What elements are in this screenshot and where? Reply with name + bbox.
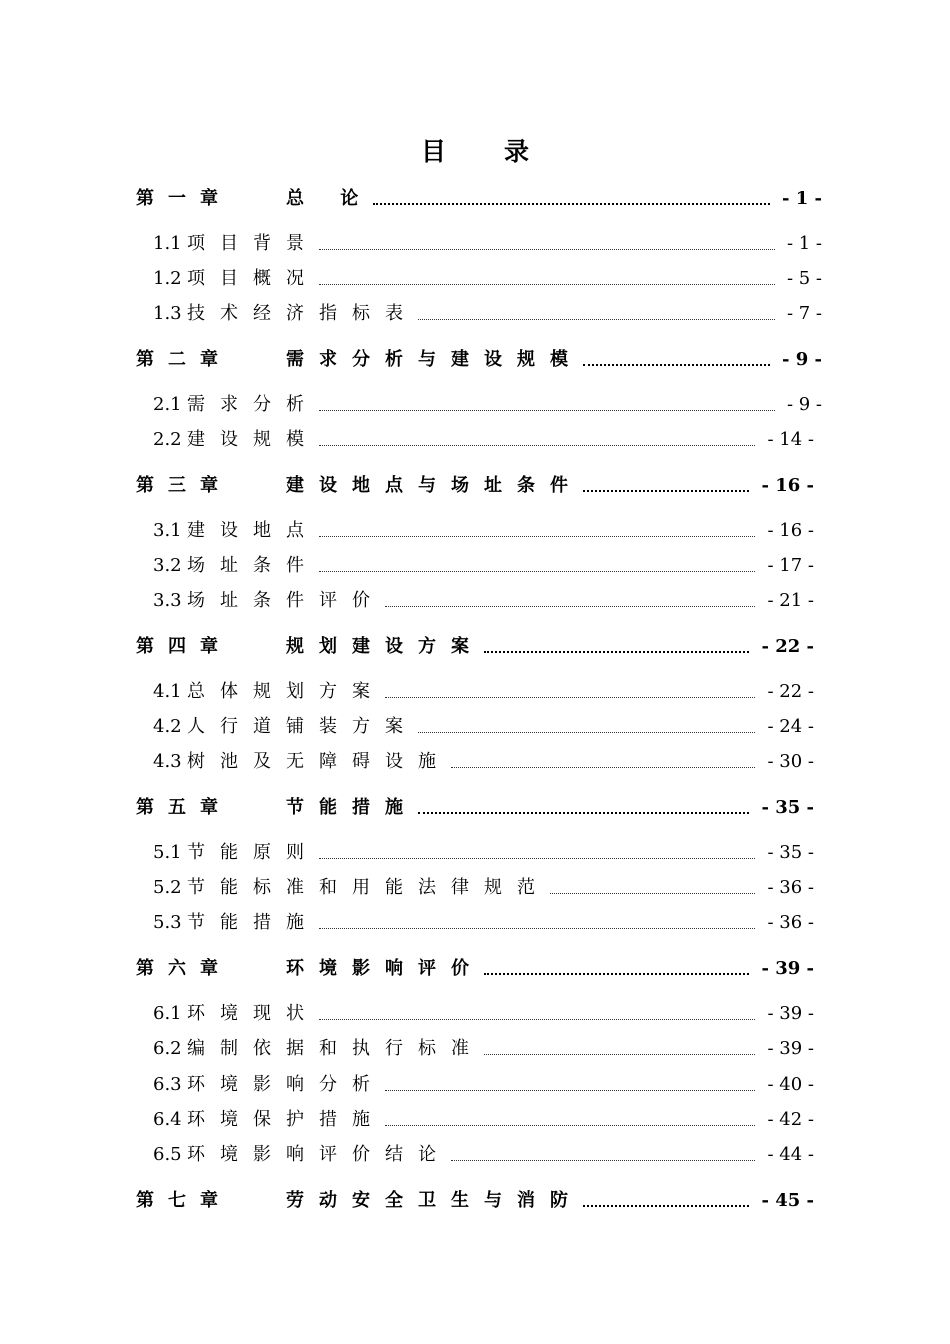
toc-entry-page-number: - 16 -	[761, 475, 814, 496]
toc-entry-page-number: - 16 -	[767, 520, 814, 541]
toc-section-entry[interactable]	[136, 840, 814, 866]
dot-leader	[319, 409, 775, 411]
toc-entry-label: 编制依据和执行标准	[187, 1038, 484, 1059]
toc-entry-number: 第二章	[136, 349, 232, 370]
toc-entry-number: 第六章	[136, 958, 232, 979]
dot-leader	[319, 248, 775, 250]
toc-entry-number: 6.2	[153, 1038, 182, 1059]
toc-entry-label: 环境影响评价结论	[187, 1144, 451, 1165]
toc-entry-number: 1.2	[153, 268, 182, 289]
toc-entry-label: 项目概况	[187, 268, 319, 289]
toc-entry-page-number: - 24 -	[767, 716, 814, 737]
dot-leader	[319, 283, 775, 285]
toc-section-entry[interactable]	[136, 1107, 814, 1133]
toc-entry-number: 第一章	[136, 188, 232, 209]
dot-leader	[451, 1159, 755, 1161]
dot-leader	[451, 766, 755, 768]
toc-chapter-entry[interactable]	[136, 347, 822, 373]
dot-leader	[319, 1018, 755, 1020]
toc-entry-label: 总体规划方案	[187, 681, 385, 702]
dot-leader	[385, 1089, 755, 1091]
toc-entry-number: 6.5	[153, 1144, 182, 1165]
dot-leader	[385, 605, 755, 607]
toc-entry-page-number: - 1 -	[786, 233, 822, 254]
dot-leader	[550, 892, 755, 894]
dot-leader	[385, 1124, 755, 1126]
toc-section-entry[interactable]	[136, 1001, 814, 1027]
dot-leader	[385, 696, 755, 698]
dot-leader	[418, 731, 755, 733]
toc-section-entry[interactable]	[136, 1142, 814, 1168]
toc-entry-page-number: - 39 -	[761, 958, 814, 979]
toc-entry-number: 第三章	[136, 475, 232, 496]
toc-entry-number: 2.2	[153, 429, 182, 450]
toc-entry-number: 2.1	[153, 394, 182, 415]
toc-entry-page-number: - 40 -	[767, 1074, 814, 1095]
toc-entry-label: 节能原则	[187, 842, 319, 863]
toc-entry-label: 树池及无障碍设施	[187, 751, 451, 772]
toc-entry-page-number: - 9 -	[786, 394, 822, 415]
toc-entry-number: 4.1	[153, 681, 182, 702]
toc-entry-label: 需求分析与建设规模	[286, 349, 583, 370]
toc-entry-label: 节能措施	[187, 912, 319, 933]
toc-entry-page-number: - 35 -	[761, 797, 814, 818]
toc-entry-label: 场址条件	[187, 555, 319, 576]
toc-entry-page-number: - 45 -	[761, 1190, 814, 1211]
toc-entry-number: 3.2	[153, 555, 182, 576]
toc-entry-number: 5.2	[153, 877, 182, 898]
toc-chapter-entry[interactable]	[136, 956, 814, 982]
toc-entry-number: 1.1	[153, 233, 182, 254]
toc-entry-label: 劳动安全卫生与消防	[286, 1190, 583, 1211]
toc-entry-label: 需求分析	[187, 394, 319, 415]
toc-entry-number: 第四章	[136, 636, 232, 657]
toc-entry-label: 人行道铺装方案	[187, 716, 418, 737]
toc-section-entry[interactable]	[136, 910, 814, 936]
dot-leader	[319, 857, 755, 859]
dot-leader	[583, 489, 749, 492]
toc-section-entry[interactable]	[136, 553, 814, 579]
dot-leader	[484, 650, 749, 653]
toc-entry-page-number: - 9 -	[782, 349, 822, 370]
dot-leader	[319, 535, 755, 537]
toc-entry-label: 节能措施	[286, 797, 418, 818]
toc-entry-label: 规划建设方案	[286, 636, 484, 657]
toc-entry-number: 4.2	[153, 716, 182, 737]
toc-entry-page-number: - 39 -	[767, 1038, 814, 1059]
toc-chapter-entry[interactable]	[136, 186, 822, 212]
toc-entry-page-number: - 44 -	[767, 1144, 814, 1165]
toc-entry-label: 技术经济指标表	[187, 303, 418, 324]
dot-leader	[583, 363, 770, 366]
toc-entry-number: 3.1	[153, 520, 182, 541]
toc-section-entry[interactable]	[136, 231, 822, 257]
toc-entry-label: 建设地点与场址条件	[286, 475, 583, 496]
toc-section-entry[interactable]	[136, 714, 814, 740]
toc-entry-label: 总 论	[286, 188, 374, 209]
toc-entry-page-number: - 30 -	[767, 751, 814, 772]
dot-leader	[319, 927, 755, 929]
toc-entry-number: 6.1	[153, 1003, 182, 1024]
toc-section-entry[interactable]	[136, 588, 814, 614]
toc-entry-number: 3.3	[153, 590, 182, 611]
toc-entry-number: 第七章	[136, 1190, 232, 1211]
toc-entry-page-number: - 22 -	[761, 636, 814, 657]
dot-leader	[373, 202, 770, 205]
toc-title: 目录	[420, 137, 587, 166]
toc-entry-label: 环境现状	[187, 1003, 319, 1024]
toc-entry-number: 5.3	[153, 912, 182, 933]
toc-entry-page-number: - 35 -	[767, 842, 814, 863]
toc-section-entry[interactable]	[136, 266, 822, 292]
toc-entry-label: 环境影响分析	[187, 1074, 385, 1095]
toc-section-entry[interactable]	[136, 392, 822, 418]
toc-entry-page-number: - 39 -	[767, 1003, 814, 1024]
toc-chapter-entry[interactable]	[136, 795, 814, 821]
dot-leader	[484, 972, 749, 975]
dot-leader	[418, 811, 749, 814]
toc-section-entry[interactable]	[136, 1072, 814, 1098]
toc-section-entry[interactable]	[136, 1036, 814, 1062]
toc-entry-number: 第五章	[136, 797, 232, 818]
toc-entry-page-number: - 42 -	[767, 1109, 814, 1130]
toc-entry-label: 项目背景	[187, 233, 319, 254]
toc-entry-number: 6.3	[153, 1074, 182, 1095]
toc-entry-number: 6.4	[153, 1109, 182, 1130]
toc-entry-label: 场址条件评价	[187, 590, 385, 611]
toc-chapter-entry[interactable]	[136, 473, 814, 499]
toc-entry-page-number: - 21 -	[767, 590, 814, 611]
toc-entry-page-number: - 14 -	[767, 429, 814, 450]
toc-entry-number: 1.3	[153, 303, 182, 324]
toc-entry-page-number: - 7 -	[786, 303, 822, 324]
toc-section-entry[interactable]	[136, 749, 814, 775]
toc-section-entry[interactable]	[136, 518, 814, 544]
toc-entry-number: 5.1	[153, 842, 182, 863]
toc-section-entry[interactable]	[136, 679, 814, 705]
dot-leader	[484, 1053, 755, 1055]
toc-entry-label: 节能标准和用能法律规范	[187, 877, 550, 898]
dot-leader	[583, 1204, 749, 1207]
toc-entry-label: 环境保护措施	[187, 1109, 385, 1130]
toc-entry-page-number: - 22 -	[767, 681, 814, 702]
toc-entry-number: 4.3	[153, 751, 182, 772]
toc-chapter-entry[interactable]	[136, 1188, 814, 1214]
toc-section-entry[interactable]	[136, 301, 822, 327]
toc-section-entry[interactable]	[136, 875, 814, 901]
toc-entry-page-number: - 36 -	[767, 877, 814, 898]
toc-entry-page-number: - 5 -	[786, 268, 822, 289]
dot-leader	[418, 318, 775, 320]
toc-entry-label: 建设地点	[187, 520, 319, 541]
toc-entry-label: 环境影响评价	[286, 958, 484, 979]
toc-entry-page-number: - 36 -	[767, 912, 814, 933]
toc-entry-page-number: - 17 -	[767, 555, 814, 576]
toc-chapter-entry[interactable]	[136, 634, 814, 660]
dot-leader	[319, 570, 755, 572]
toc-entry-page-number: - 1 -	[782, 188, 822, 209]
dot-leader	[319, 444, 755, 446]
toc-entry-label: 建设规模	[187, 429, 319, 450]
toc-section-entry[interactable]	[136, 427, 814, 453]
